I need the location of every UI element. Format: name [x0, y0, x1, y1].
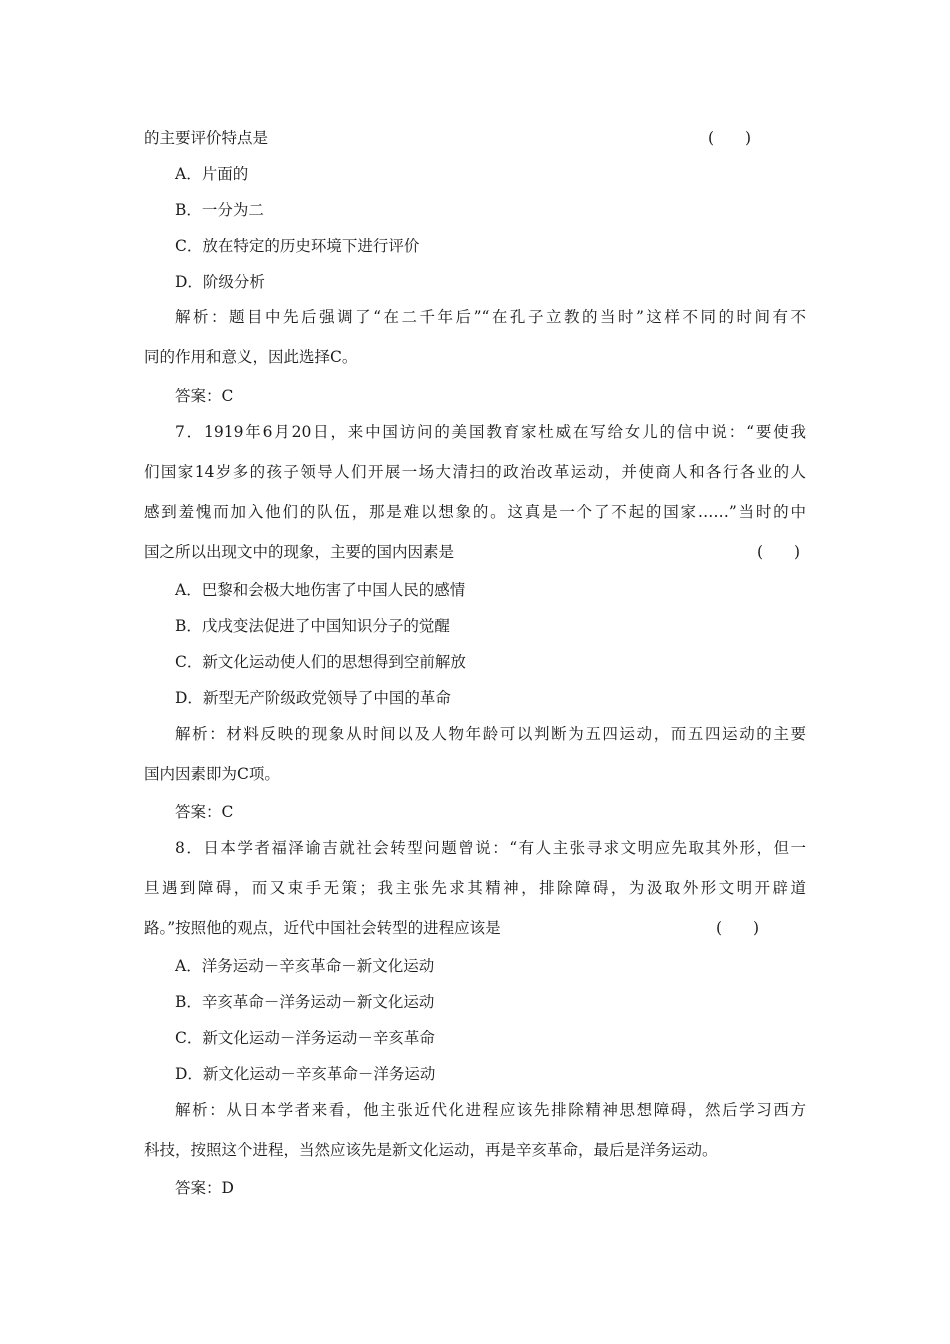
q8-stem-line3: 路。”按照他的观点，近代中国社会转型的进程应该是 — [144, 919, 501, 937]
q7-option-d: D．新型无产阶级政党领导了中国的革命 — [175, 689, 451, 707]
q8-analysis-line2: 科技，按照这个进程，当然应该先是新文化运动，再是辛亥革命，最后是洋务运动。 — [144, 1141, 718, 1159]
q7-option-a: A．巴黎和会极大地伤害了中国人民的感情 — [175, 581, 466, 599]
q6-option-a: A．片面的 — [175, 165, 249, 183]
q7-analysis-line1: 解析：材料反映的现象从时间以及人物年龄可以判断为五四运动，而五四运动的主要 — [175, 725, 806, 743]
q6-analysis-line2: 同的作用和意义，因此选择C。 — [144, 348, 358, 366]
q7-option-c: C．新文化运动使人们的思想得到空前解放 — [175, 653, 466, 671]
q8-option-d: D．新文化运动－辛亥革命－洋务运动 — [175, 1065, 436, 1083]
q8-answer-paren: ( ) — [716, 919, 760, 937]
q7-stem-line4: 国之所以出现文中的现象，主要的国内因素是 — [144, 543, 455, 561]
q6-analysis-line1: 解析：题目中先后强调了“在二千年后”“在孔子立教的当时”这样不同的时间有不 — [175, 308, 806, 326]
q7-stem-line1: 7．1919年6月20日，来中国访问的美国教育家杜威在写给女儿的信中说：“要使我 — [175, 423, 806, 441]
q7-option-b: B．戊戌变法促进了中国知识分子的觉醒 — [175, 617, 450, 635]
q6-option-b: B．一分为二 — [175, 201, 264, 219]
q6-stem-tail: 的主要评价特点是 — [144, 129, 269, 147]
q7-stem-line2: 们国家14岁多的孩子领导人们开展一场大清扫的政治改革运动，并使商人和各行各业的人 — [144, 463, 806, 481]
q8-answer: 答案：D — [175, 1179, 234, 1197]
q7-stem-line3: 感到羞愧而加入他们的队伍，那是难以想象的。这真是一个了不起的国家……”当时的中 — [144, 503, 806, 521]
q8-option-b: B．辛亥革命－洋务运动－新文化运动 — [175, 993, 435, 1011]
q8-stem-line1: 8．日本学者福泽谕吉就社会转型问题曾说：“有人主张寻求文明应先取其外形，但一 — [175, 839, 806, 857]
q7-answer: 答案：C — [175, 803, 234, 821]
q6-answer: 答案：C — [175, 387, 234, 405]
q6-option-d: D．阶级分析 — [175, 273, 265, 291]
q7-analysis-line2: 国内因素即为C项。 — [144, 765, 280, 783]
q8-option-c: C．新文化运动－洋务运动－辛亥革命 — [175, 1029, 435, 1047]
q6-answer-paren: ( ) — [708, 129, 752, 147]
q8-option-a: A．洋务运动－辛亥革命－新文化运动 — [175, 957, 435, 975]
q8-stem-line2: 旦遇到障碍，而又束手无策；我主张先求其精神，排除障碍，为汲取外形文明开辟道 — [144, 879, 806, 897]
q7-answer-paren: ( ) — [757, 543, 801, 561]
q6-option-c: C．放在特定的历史环境下进行评价 — [175, 237, 420, 255]
q8-analysis-line1: 解析：从日本学者来看，他主张近代化进程应该先排除精神思想障碍，然后学习西方 — [175, 1101, 806, 1119]
